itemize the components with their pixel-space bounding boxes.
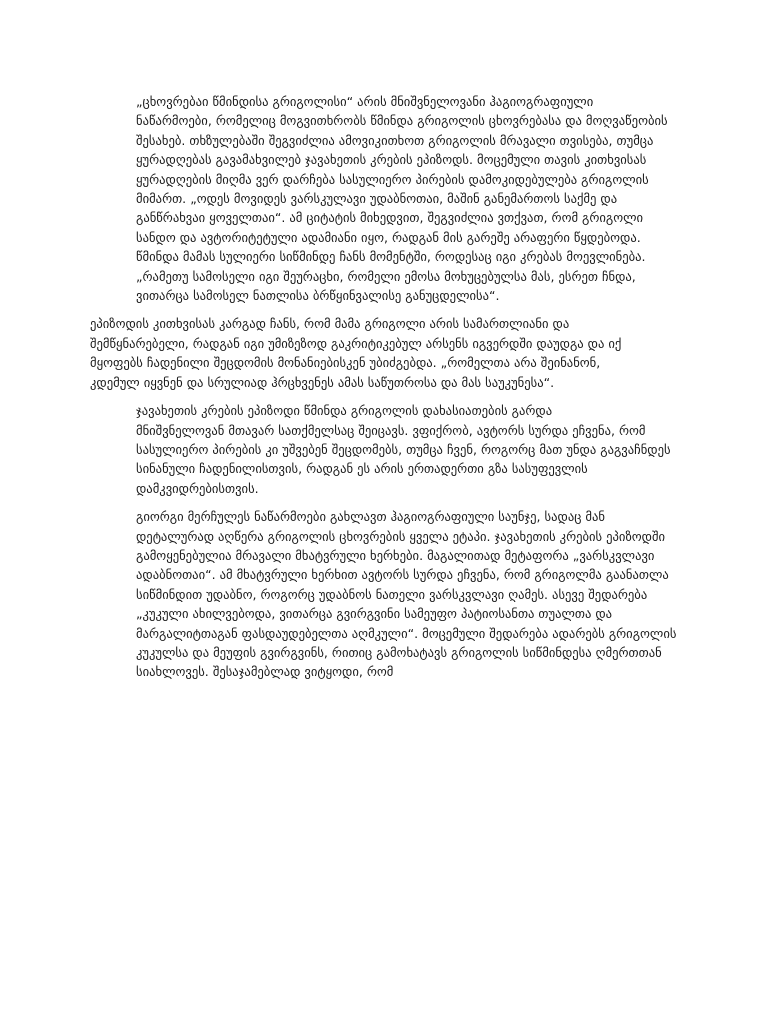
text-line: სანდო და ავტორიტეტული ადამიანი იყო, რადგან მის გარეშე არაფერი წყდებოდა. bbox=[136, 229, 641, 245]
text-line: შესახებ. თხზულებაში შეგვიძლია ამოვიკითხოთ გრიგოლის მრავალი თვისება, თუმცა bbox=[136, 132, 654, 148]
text-line: ყურადღების მიღმა ვერ დარჩება სასულიერო პირების დამოკიდებულება გრიგოლის bbox=[136, 171, 649, 187]
paragraph bbox=[90, 314, 680, 392]
text-line: გიორგი მერჩულეს ნაწარმოები გახლავთ ჰაგიოგრაფიული საუნჯე, სადაც მან bbox=[136, 509, 605, 525]
text-line: ვითარცა სამოსელ ნათლისა ბრწყინვალისე განუცდელისა“. bbox=[136, 288, 500, 304]
text-line: სიახლოვეს. შესაჯამებლად ვიტყოდი, რომ bbox=[136, 664, 394, 680]
text-line: კდემულ იყვნენ და სრულიად ჰრცხვენეს ამას საწუთროსა და მას საუკუნესა“. bbox=[90, 374, 555, 390]
text-line: მყოფებს ჩადენილი შეცდომის მონანიებისკენ უბიძგებდა. „რომელთა არა შეინანონ, bbox=[90, 355, 601, 371]
text-line: წმინდა მამას სულიერი სიწმინდე ჩანს მომენტში, როდესაც იგი კრებას მოევლინება. bbox=[136, 249, 646, 265]
text-line: ადაბნოთაი“. ამ მხატვრული ხერხით ავტორს სურდა ეჩვენა, რომ გრიგოლმა გაანათლა bbox=[136, 567, 669, 583]
text-line: „კუკული ახილვებოდა, ვითარცა გვირგვინი სამეუფო პატიოსანთა თუალთა და bbox=[136, 606, 613, 622]
text-line: ნაწარმოები, რომელიც მოგვითხრობს წმინდა გრიგოლის ცხოვრებასა და მოღვაწეობის bbox=[136, 113, 668, 129]
paragraph bbox=[90, 401, 680, 498]
text-line: სასულიერო პირების კი უშვებენ შეცდომებს, თუმცა ჩვენ, როგორც მათ უნდა გაგვაჩნდეს bbox=[136, 441, 671, 457]
text-line: ყურადღებას გავამახვილებ ჯავახეთის კრების ეპიზოდს. მოცემული თავის კითხვისას bbox=[136, 152, 647, 168]
text-line: ეპიზოდის კითხვისას კარგად ჩანს, რომ მამა გრიგოლი არის სამართლიანი და bbox=[90, 316, 570, 332]
text-line: სიწმინდით უდაბნო, როგორც უდაბნოს ნათელი ვარსკვლავი ღამეს. ასევე შედარება bbox=[136, 586, 648, 602]
text-line: მარგალიტთაგან ფასდაუდებელთა აღმკული“. მოცემული შედარება ადარებს გრიგოლის bbox=[136, 625, 677, 641]
text-line: მნიშვნელოვან მთავარ სათქმელსაც შეიცავს. ვფიქრობ, ავტორს სურდა ეჩვენა, რომ bbox=[136, 422, 646, 438]
text-line: შემწყნარებელი, რადგან იგი უმიზეზოდ გაკრიტიკებულ არსენს იგვერდში დაუდგა და იქ bbox=[90, 335, 622, 351]
text-line: გამოყენებულია მრავალი მხატვრული ხერხები. მაგალითად მეტაფორა „ვარსკვლავი bbox=[136, 547, 655, 563]
text-line: განწრახვაი ყოველთაი“. ამ ციტატის მიხედვით, შეგვიძლია ვთქვათ, რომ გრიგოლი bbox=[136, 210, 644, 226]
text-line: სინანული ჩადენილისთვის, რადგან ეს არის ერთადერთი გზა სასუფევლის bbox=[136, 461, 588, 477]
text-line: დამკვიდრებისთვის. bbox=[136, 480, 259, 496]
document-body bbox=[90, 92, 680, 691]
text-line: ჯავახეთის კრების ეპიზოდი წმინდა გრიგოლის დახასიათების გარდა bbox=[136, 403, 553, 419]
text-line: „რამეთუ სამოსელი იგი შეურაცხი, რომელი ემოსა მოხუცებულსა მას, ესრეთ ჩნდა, bbox=[136, 268, 636, 284]
text-line: კუკულსა და მეუფის გვირგვინს, რითიც გამოხატავს გრიგოლის სიწმინდესა ღმერთთან bbox=[136, 644, 662, 660]
text-line: მიმართ. „ოდეს მოვიდეს ვარსკულავი უდაბნოთაი, მაშინ განემართოს საქმე და bbox=[136, 191, 618, 207]
text-line: დეტალურად აღწერა გრიგოლის ცხოვრების ყველა ეტაპი. ჯავახეთის კრების ეპიზოდში bbox=[136, 528, 665, 544]
text-line: „ცხოვრებაი წმინდისა გრიგოლისი“ არის მნიშვნელოვანი ჰაგიოგრაფიული bbox=[136, 94, 594, 109]
paragraph bbox=[90, 92, 680, 305]
paragraph bbox=[90, 507, 680, 682]
